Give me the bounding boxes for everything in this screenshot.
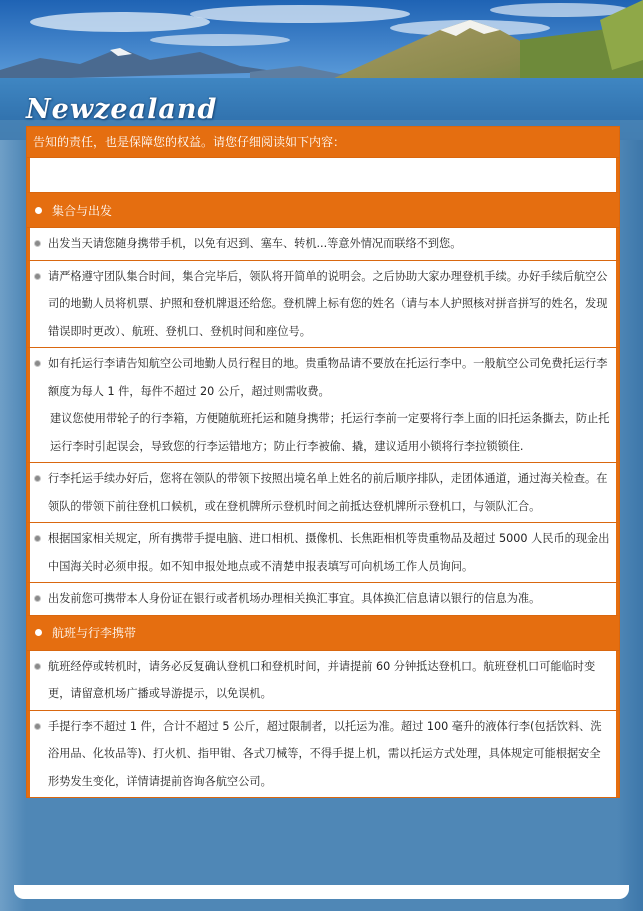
section-header-gathering <box>27 193 619 228</box>
bullet-icon <box>34 360 41 367</box>
item-text: 如有托运行李请告知航空公司地勤人员行程目的地。贵重物品请不要放在托运行李中。一般航空公司免费托运行李额度为每人 1 件，每件不超过 20 公斤，超过则需收费。 <box>48 357 608 398</box>
bullet-icon <box>34 535 41 542</box>
list-item <box>27 583 619 616</box>
list-item <box>27 463 619 523</box>
section-bullet-icon <box>35 629 42 636</box>
list-item <box>27 711 619 798</box>
bullet-icon <box>34 723 41 730</box>
item-text-continued: 建议您使用带轮子的行李箱，方便随航班托运和随身携带；托运行李前一定要将行李上面的旧托运条撕去，防止托运行李时引起误会，导致您的行李运错地方；防止行李被偷、撬，建议适用小锁将行李拉锁锁住. <box>50 412 610 453</box>
item-text: 根据国家相关规定，所有携带手提电脑、进口相机、摄像机、长焦距相机等贵重物品及超过 5000 人民币的现金出中国海关时必须申报。如不知申报处地点或不清楚申报表填写可向机场工作人员询问。 <box>48 532 610 573</box>
bullet-icon <box>34 273 41 280</box>
list-item <box>27 261 619 349</box>
item-text: 手提行李不超过 1 件，合计不超过 5 公斤，超过限制者，以托运为准。超过 100 毫升的液体行李(包括饮料、洗浴用品、化妆品等)、打火机、指甲钳、各式刀械等，不得手提上机，需以托运方式处理，具体规定可能根据安全形势发生变化，详情请提前咨询各航空公司。 <box>48 719 602 788</box>
item-text: 行李托运手续办好后，您将在领队的带领下按照出境名单上姓名的前后顺序排队，走团体通道，通过海关检查。在领队的带领下前往登机口候机，或在登机牌所示登机时间之前抵达登机牌所示登机口，与领队汇合。 <box>48 472 608 513</box>
bullet-icon <box>34 240 41 247</box>
list-item <box>27 523 619 583</box>
page-bottom-edge <box>14 885 629 899</box>
left-page-border <box>0 140 26 911</box>
intro-text: 告知的责任，也是保障您的权益。请您仔细阅读如下内容： <box>27 127 619 158</box>
bullet-icon <box>34 663 41 670</box>
section-header-flight-luggage <box>27 616 619 651</box>
list-item <box>27 228 619 261</box>
section-title: 航班与行李携带 <box>52 626 137 640</box>
newzealand-logo: Newzealand <box>26 94 218 125</box>
list-item <box>27 348 619 463</box>
section-bullet-icon <box>35 207 42 214</box>
section-title: 集合与出发 <box>52 203 113 218</box>
item-text: 请严格遵守团队集合时间，集合完毕后，领队将开简单的说明会。之后协助大家办理登机手续。办好手续后航空公司的地勤人员将机票、护照和登机牌退还给您。登机牌上标有您的姓名（请与本人护照核对拼音拼写的姓名，发现错误即时更改）、航班、登机口、登机时间和座位号。 <box>48 269 608 338</box>
list-item <box>27 651 619 711</box>
notice-panel <box>26 126 620 798</box>
item-text: 出发前您可携带本人身份证在银行或者机场办理相关换汇事宜。具体换汇信息请以银行的信息为准。 <box>48 592 541 605</box>
intro-blank-row <box>27 158 619 193</box>
right-page-border <box>617 140 643 911</box>
bullet-icon <box>34 595 41 602</box>
item-text: 航班经停或转机时，请务必反复确认登机口和登机时间，并请提前 60 分钟抵达登机口。航班登机口可能临时变更，请留意机场广播或导游提示，以免误机。 <box>48 659 596 700</box>
bullet-icon <box>34 475 41 482</box>
item-text: 出发当天请您随身携带手机，以免有迟到、塞车、转机...等意外情况而联络不到您。 <box>48 237 462 250</box>
